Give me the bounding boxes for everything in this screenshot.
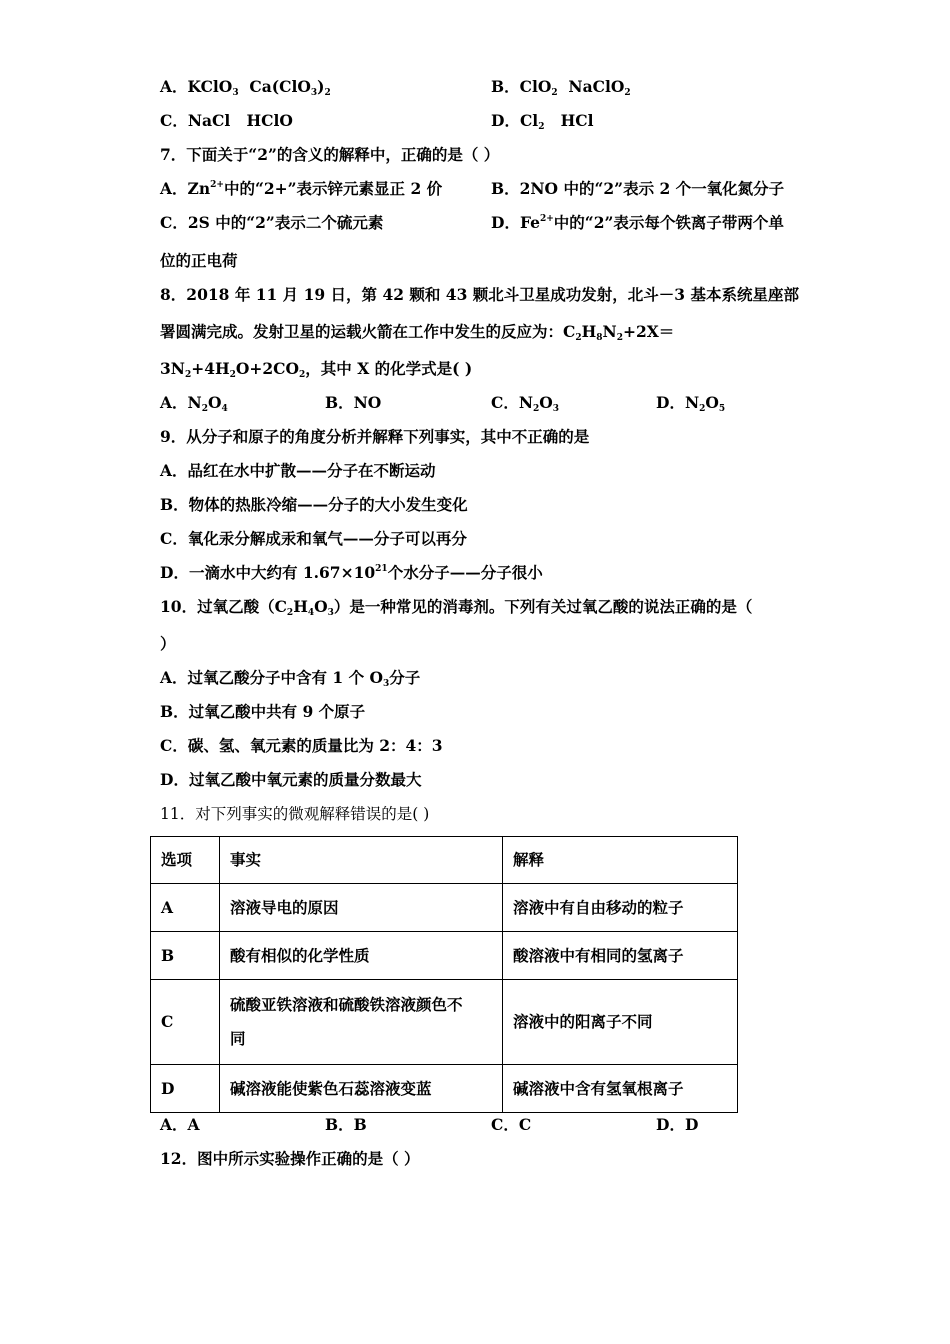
q10-option-a: A．过氧乙酸分子中含有 1 个 $O_3$分子 [160,668,421,689]
table-cell: C [151,980,220,1065]
q9-option-a: A．品红在水中扩散——分子在不断运动 [160,461,436,480]
q6-option-a: A．KClO$_3$ $Ca(ClO_3)_2$ [160,77,331,98]
q8-stem-line3: $3N_2+4H_2O+2CO_2$，其中 X 的化学式是( ) [160,359,473,380]
table-row [151,884,738,932]
table-header: 解释 [503,837,738,884]
q11-table [150,836,738,1113]
q6-option-d: D．$Cl_2$ HCl [491,111,594,132]
table-row [151,1065,738,1113]
table-header-row [151,837,738,884]
q9-option-b: B．物体的热胀冷缩——分子的大小发生变化 [160,495,468,514]
q11-option-b: B．B [325,1115,367,1134]
q8-option-d: D．$N_2O_5$ [656,393,726,414]
q8-option-a: A．$N_2O_4$ [160,393,228,414]
q7-option-b: B．2NO 中的“2”表示 2 个一氧化氮分子 [491,179,785,198]
table-cell: B [151,932,220,980]
q11-option-c: C．C [491,1115,532,1134]
q9-option-c: C．氧化汞分解成汞和氧气——分子可以再分 [160,529,467,548]
table-cell: 碱溶液能使紫色石蕊溶液变蓝 [220,1065,503,1113]
table-header: 选项 [151,837,220,884]
q8-stem-line2: 署圆满完成。发射卫星的运载火箭在工作中发生的反应为：$C_2H_8N_2+2X=$ [160,322,675,343]
q10-option-d: D．过氧乙酸中氧元素的质量分数最大 [160,770,422,789]
table-cell: D [151,1065,220,1113]
q11-option-d: D．D [656,1115,699,1134]
q10-option-c: C．碳、氢、氧元素的质量比为 2：4：3 [160,736,443,755]
q6-option-b: B．ClO$_2$ NaClO$_2$ [491,77,631,98]
table-header: 事实 [220,837,503,884]
table-cell: A [151,884,220,932]
table-cell: 酸有相似的化学性质 [220,932,503,980]
table-row [151,932,738,980]
q9-stem: 9．从分子和原子的角度分析并解释下列事实，其中不正确的是 [160,427,590,446]
q7-option-d: D．$Fe^{2+}$中的“2”表示每个铁离子带两个单 [491,213,784,232]
q7-option-c: C．2S 中的“2”表示二个硫元素 [160,213,384,232]
table-cell [220,980,503,1065]
table-cell-line: 硫酸亚铁溶液和硫酸铁溶液颜色不 [230,995,463,1014]
table-row [151,980,738,1065]
q12-stem: 12．图中所示实验操作正确的是（ ） [160,1149,420,1168]
table-cell: 酸溶液中有相同的氢离子 [503,932,738,980]
q10-stem-continued: ） [160,634,176,653]
table-cell: 碱溶液中含有氢氧根离子 [503,1065,738,1113]
q9-option-d: D．一滴水中大约有 $1.67\times 10^{21}$个水分子——分子很小 [160,563,543,582]
table-cell: 溶液导电的原因 [220,884,503,932]
q6-option-c: C．NaCl HClO [160,111,293,130]
q10-stem: 10．过氧乙酸$(C_2H_4O_3)$是一种常见的消毒剂。下列有关过氧乙酸的说法正确的是（ [160,597,753,618]
table-cell: 溶液中有自由移动的粒子 [503,884,738,932]
q8-stem-line1: 8．2018 年 11 月 19 日，第 42 颗和 43 颗北斗卫星成功发射，北斗－3 基本系统星座部 [160,285,799,304]
q10-option-b: B．过氧乙酸中共有 9 个原子 [160,702,366,721]
q8-option-c: C．$N_2O_3$ [491,393,560,414]
q11-option-a: A．A [160,1115,200,1134]
table-cell: 溶液中的阳离子不同 [503,980,738,1065]
q8-option-b: B．NO [325,393,382,412]
q7-stem: 7．下面关于“2”的含义的解释中，正确的是（ ） [160,145,500,164]
q11-stem: 11．对下列事实的微观解释错误的是( ) [160,805,430,823]
table-cell-line: 同 [230,1029,246,1048]
q7-option-d-continued: 位的正电荷 [160,251,238,270]
q7-option-a: A．$Zn^{2+}$中的“2+”表示锌元素显正 2 价 [160,179,443,198]
